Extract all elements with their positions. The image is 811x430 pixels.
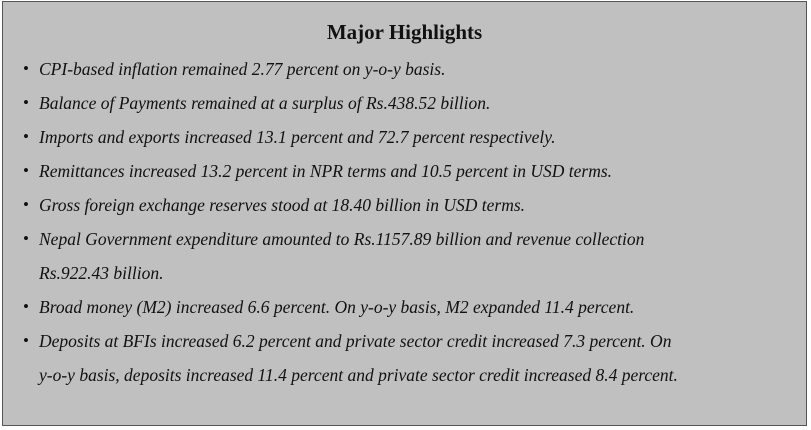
list-item	[3, 222, 806, 290]
list-item-text: Balance of Payments remained at a surplus of Rs.438.52 billion.	[39, 93, 491, 113]
bullet-icon: •	[23, 59, 29, 78]
bullet-icon: •	[23, 331, 29, 350]
list-item	[3, 154, 806, 188]
list-item-text: Remittances increased 13.2 percent in NPR terms and 10.5 percent in USD terms.	[39, 161, 613, 181]
list-item-text: Gross foreign exchange reserves stood at 18.40 billion in USD terms.	[39, 195, 526, 215]
highlights-panel	[2, 1, 807, 426]
bullet-icon: •	[23, 195, 29, 214]
list-item	[3, 324, 806, 392]
list-item-text-continued: Rs.922.43 billion.	[39, 263, 164, 283]
panel-title: Major Highlights	[326, 20, 483, 44]
highlights-list	[3, 52, 806, 392]
list-item-text: Imports and exports increased 13.1 percent and 72.7 percent respectively.	[39, 127, 556, 147]
list-item	[3, 290, 806, 324]
list-item-text: CPI-based inflation remained 2.77 percent on y-o-y basis.	[39, 59, 446, 79]
list-item	[3, 188, 806, 222]
list-item-text: Nepal Government expenditure amounted to Rs.1157.89 billion and revenue collection	[39, 229, 645, 249]
bullet-icon: •	[23, 127, 29, 146]
list-item-text: Broad money (M2) increased 6.6 percent. On y-o-y basis, M2 expanded 11.4 percent.	[39, 297, 635, 317]
list-item-text: Deposits at BFIs increased 6.2 percent and private sector credit increased 7.3 percent. On	[39, 331, 672, 351]
list-item	[3, 86, 806, 120]
bullet-icon: •	[23, 229, 29, 248]
list-item	[3, 52, 806, 86]
list-item-text-continued: y-o-y basis, deposits increased 11.4 percent and private sector credit increased 8.4 percent.	[39, 365, 678, 385]
bullet-icon: •	[23, 93, 29, 112]
bullet-icon: •	[23, 161, 29, 180]
bullet-icon: •	[23, 297, 29, 316]
list-item	[3, 120, 806, 154]
